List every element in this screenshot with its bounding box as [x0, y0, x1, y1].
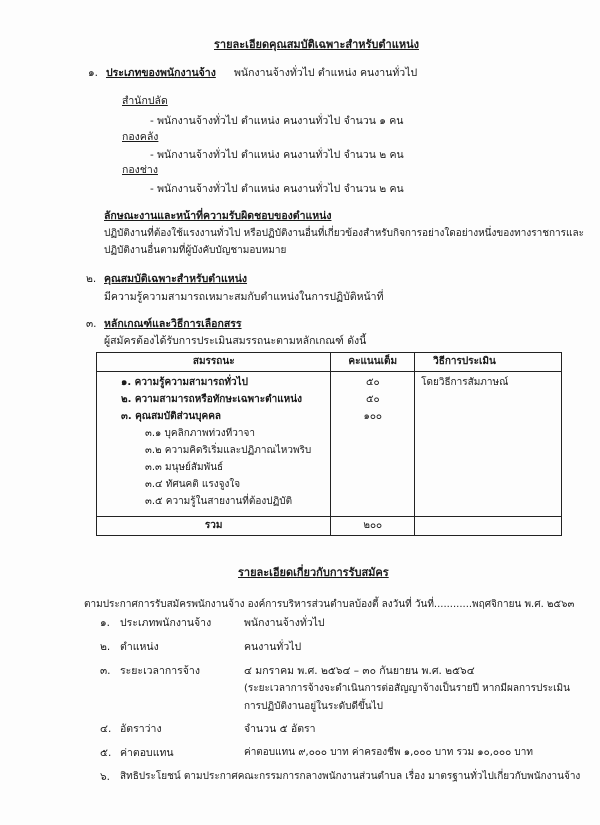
detail-num: ๒. — [100, 641, 111, 653]
office-line: - พนักงานจ้างทั่วไป ตำแหน่ง คนงานทั่วไป จำนวน ๑ คน — [150, 115, 404, 127]
detail-num: ๕. — [100, 747, 112, 759]
main-row: ๓. คุณสมบัติส่วนบุคคล — [121, 411, 222, 422]
duties-line-2: ปฏิบัติงานอื่นตามที่ผู้บังคับบัญชามอบหมาย — [104, 245, 287, 256]
duties-heading: ลักษณะงานและหน้าที่ความรับผิดชอบของตำแหน่ง — [104, 210, 332, 222]
table-total-row — [97, 517, 562, 536]
item1-heading: ประเภทของพนักงานจ้าง — [106, 67, 216, 79]
sub-row: ๓.๕ ความรู้ในสายงานที่ต้องปฏิบัติ — [145, 496, 293, 507]
benefit-num: ๖. — [100, 771, 111, 783]
header-method: วิธีการประเมิน — [415, 353, 562, 372]
method-value: โดยวิธีการสัมภาษณ์ — [421, 377, 509, 388]
item3-heading: หลักเกณฑ์และวิธีการเลือกสรร — [104, 318, 242, 330]
item3-text: ผู้สมัครต้องได้รับการประเมินสมรรถนะตามหลักเกณฑ์ ดังนี้ — [104, 335, 367, 347]
sub-row: ๓.๔ ทัศนคติ แรงจูงใจ — [145, 479, 241, 490]
period-note-1: (ระยะเวลาการจ้างจะดำเนินการต่อสัญญาจ้างเป็นรายปี หากมีผลการประเมิน — [244, 683, 570, 694]
sub-row: ๓.๓ มนุษย์สัมพันธ์ — [145, 462, 224, 473]
detail-label: ประเภทพนักงานจ้าง — [120, 617, 212, 629]
detail-value: พนักงานจ้างทั่วไป — [244, 617, 325, 629]
total-score: ๒๐๐ — [331, 517, 415, 536]
detail-label: อัตราว่าง — [120, 723, 162, 735]
detail-num: ๔. — [100, 723, 112, 735]
period-note-2: การปฏิบัติงานอยู่ในระดับดีขึ้นไป — [244, 701, 383, 712]
section2-intro: ตามประกาศการรับสมัครพนักงานจ้าง องค์การบริหารส่วนตำบลบ้องตี้ ลงวันที่ วันที่............พฤศจิกายน พ.ศ. ๒๕๖๓ — [84, 599, 575, 610]
item1-number: ๑. — [88, 67, 99, 79]
item3-number: ๓. — [86, 318, 97, 330]
method-cell — [415, 372, 562, 517]
office-name: สำนักปลัด — [122, 95, 168, 107]
header-competency: สมรรถนะ — [97, 353, 331, 372]
office-name: กองช่าง — [122, 164, 158, 176]
benefit-text: สิทธิประโยชน์ ตามประกาศคณะกรรมการกลางพนักงานส่วนตำบล เรื่อง มาตรฐานทั่วไปเกี่ยวกับพนักงานจ้าง — [120, 771, 581, 782]
competency-cell — [97, 372, 331, 517]
criteria-table — [96, 352, 562, 536]
duties-line-1: ปฏิบัติงานที่ต้องใช้แรงงานทั่วไป หรือปฏิบัติงานอื่นที่เกี่ยวข้องสำหรับกิจการอย่างใดอย่างหนึ่งของทางราชการและ — [104, 228, 584, 239]
table-body-row — [97, 372, 562, 517]
detail-num: ๓. — [100, 665, 111, 677]
detail-value: คนงานทั่วไป — [244, 641, 302, 653]
main-row: ๒. ความสามารถหรือทักษะเฉพาะตำแหน่ง — [121, 394, 302, 405]
header-full-score: คะแนนเต็ม — [331, 353, 415, 372]
office-name: กองคลัง — [122, 131, 159, 143]
score-value: ๕๐ — [365, 377, 380, 388]
section2-title: รายละเอียดเกี่ยวกับการรับสมัคร — [238, 566, 389, 579]
sub-row: ๓.๒ ความคิดริเริ่มและปฏิภาณไหวพริบ — [145, 445, 312, 456]
detail-label: ค่าตอบแทน — [120, 747, 174, 759]
item1-text: พนักงานจ้างทั่วไป ตำแหน่ง คนงานทั่วไป — [234, 67, 418, 79]
detail-value: ค่าตอบแทน ๙,๐๐๐ บาท ค่าครองชีพ ๑,๐๐๐ บาท รวม ๑๐,๐๐๐ บาท — [244, 747, 533, 758]
office-line: - พนักงานจ้างทั่วไป ตำแหน่ง คนงานทั่วไป จำนวน ๒ คน — [150, 183, 404, 195]
main-row: ๑. ความรู้ความสามารถทั่วไป — [121, 377, 248, 388]
item2-heading: คุณสมบัติเฉพาะสำหรับตำแหน่ง — [104, 273, 248, 285]
detail-label: ระยะเวลาการจ้าง — [120, 665, 200, 677]
detail-value: ๔ มกราคม พ.ศ. ๒๕๖๔ – ๓๐ กันยายน พ.ศ. ๒๕๖๔ — [244, 665, 475, 677]
detail-num: ๑. — [100, 617, 111, 629]
detail-value: จำนวน ๕ อัตรา — [244, 723, 316, 735]
office-line: - พนักงานจ้างทั่วไป ตำแหน่ง คนงานทั่วไป จำนวน ๒ คน — [150, 149, 404, 161]
score-value: ๑๐๐ — [363, 411, 383, 422]
detail-label: ตำแหน่ง — [120, 641, 159, 653]
score-value: ๕๐ — [365, 394, 380, 405]
sub-row: ๓.๑ บุคลิกภาพท่วงทีวาจา — [145, 428, 255, 439]
section1-title: รายละเอียดคุณสมบัติเฉพาะสำหรับตำแหน่ง — [214, 38, 419, 51]
table-header-row — [97, 353, 562, 372]
total-method-empty — [415, 517, 562, 536]
item2-text: มีความรู้ความสามารถเหมาะสมกับตำแหน่งในการปฏิบัติหน้าที่ — [104, 291, 384, 303]
total-label: รวม — [97, 517, 331, 536]
score-cell — [331, 372, 415, 517]
item2-number: ๒. — [86, 273, 97, 285]
